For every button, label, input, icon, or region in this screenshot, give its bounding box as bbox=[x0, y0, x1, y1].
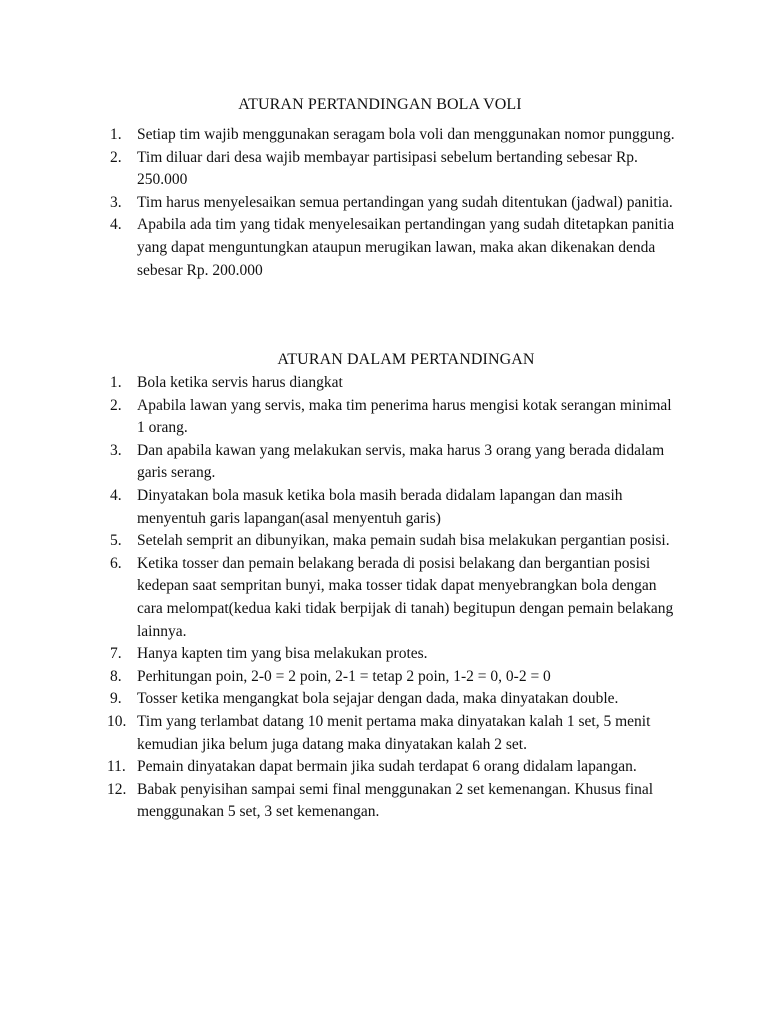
list-item bbox=[0, 688, 682, 711]
list-item bbox=[0, 147, 682, 192]
list-item-text: Setelah semprit an dibunyikan, maka pemain sudah bisa melakukan pergantian posisi. bbox=[137, 532, 670, 550]
list-item-text: Hanya kapten tim yang bisa melakukan protes. bbox=[137, 645, 428, 663]
list-item-text: Apabila ada tim yang tidak menyelesaikan pertandingan yang sudah ditetapkan panitia yang dapat menguntungkan ataupun merugikan lawan, maka akan dikenakan denda sebesar Rp. 200.000 bbox=[137, 216, 675, 279]
list-item bbox=[0, 214, 682, 282]
list-item-number: 9. bbox=[110, 690, 122, 708]
list-item-text: Bola ketika servis harus diangkat bbox=[137, 374, 343, 391]
list-item-number: 1. bbox=[110, 126, 122, 143]
list-item bbox=[0, 192, 682, 215]
list-item-number: 7. bbox=[110, 645, 122, 663]
list-item bbox=[0, 372, 682, 395]
list-item bbox=[0, 124, 682, 147]
list-item-text: Setiap tim wajib menggunakan seragam bola voli dan menggunakan nomor punggung. bbox=[137, 126, 675, 143]
list-item-number: 4. bbox=[110, 486, 122, 504]
list-item-number: 3. bbox=[110, 441, 122, 459]
list-item-number: 4. bbox=[110, 216, 122, 234]
list-item-text: Apabila lawan yang servis, maka tim penerima harus mengisi kotak serangan minimal 1 orang. bbox=[137, 396, 672, 437]
list-item-text: Dinyatakan bola masuk ketika bola masih berada didalam lapangan dan masih menyentuh garis lapangan(asal menyentuh garis) bbox=[137, 486, 623, 527]
general-rules-list bbox=[0, 124, 768, 282]
list-item-number: 2. bbox=[110, 148, 122, 166]
document-title: ATURAN PERTANDINGAN BOLA VOLI bbox=[238, 96, 522, 113]
list-item bbox=[0, 530, 682, 553]
list-item bbox=[0, 756, 682, 779]
list-item bbox=[0, 440, 682, 485]
list-item-text: Babak penyisihan sampai semi final menggunakan 2 set kemenangan. Khusus final menggunakan 5 set, 3 set kemenangan. bbox=[137, 780, 654, 821]
section-title: ATURAN DALAM PERTANDINGAN bbox=[277, 351, 535, 368]
list-item bbox=[0, 666, 682, 689]
list-item bbox=[0, 485, 682, 530]
list-item-text: Perhitungan poin, 2-0 = 2 poin, 2-1 = tetap 2 poin, 1-2 = 0, 0-2 = 0 bbox=[137, 667, 551, 685]
list-item-number: 3. bbox=[110, 193, 122, 211]
list-item-number: 5. bbox=[110, 532, 122, 550]
list-item-number: 8. bbox=[110, 667, 122, 685]
list-item-number: 12. bbox=[107, 780, 127, 798]
match-rules-list bbox=[0, 372, 768, 824]
list-item bbox=[0, 553, 682, 643]
list-item bbox=[0, 643, 682, 666]
list-item-text: Tim harus menyelesaikan semua pertandingan yang sudah ditentukan (jadwal) panitia. bbox=[137, 193, 673, 211]
list-item-text: Tosser ketika mengangkat bola sejajar dengan dada, maka dinyatakan double. bbox=[137, 690, 619, 708]
list-item-text: Tim diluar dari desa wajib membayar partisipasi sebelum bertanding sebesar Rp. 250.000 bbox=[137, 148, 638, 189]
list-item-number: 6. bbox=[110, 554, 122, 572]
list-item-number: 1. bbox=[110, 374, 122, 391]
list-item bbox=[0, 779, 682, 824]
list-item-text: Tim yang terlambat datang 10 menit pertama maka dinyatakan kalah 1 set, 5 menit kemudian jika belum juga datang maka dinyatakan kalah 2 set. bbox=[137, 712, 651, 753]
list-item-number: 10. bbox=[107, 712, 127, 730]
list-item-text: Dan apabila kawan yang melakukan servis, maka harus 3 orang yang berada didalam garis serang. bbox=[137, 441, 665, 482]
list-item-number: 11. bbox=[107, 758, 126, 776]
list-item-text: Pemain dinyatakan dapat bermain jika sudah terdapat 6 orang didalam lapangan. bbox=[137, 758, 637, 776]
list-item bbox=[0, 711, 682, 756]
list-item bbox=[0, 395, 682, 440]
list-item-text: Ketika tosser dan pemain belakang berada di posisi belakang dan bergantian posisi kedepan saat sempritan bunyi, maka tosser tidak dapat menyebrangkan bola dengan cara melompat(kedua kaki tidak berpijak di tanah) begitupun dengan pemain belakang lainnya. bbox=[137, 554, 674, 640]
list-item-number: 2. bbox=[110, 396, 122, 414]
